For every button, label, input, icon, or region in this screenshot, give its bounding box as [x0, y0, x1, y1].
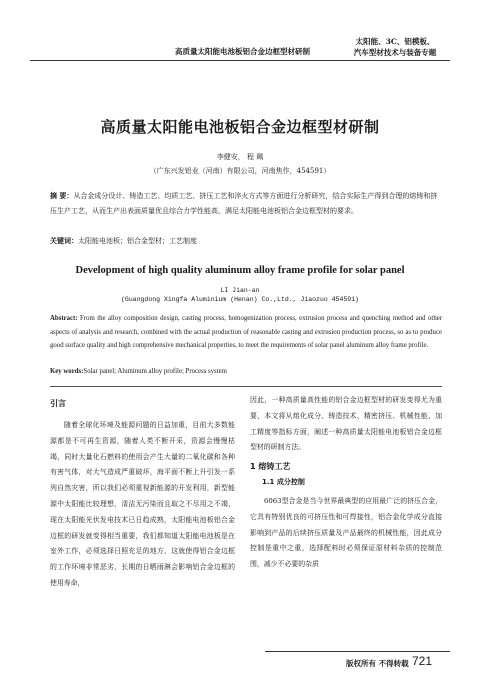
authors-cn: 李健安， 程 珮 — [216, 153, 264, 161]
keywords-en-label: Key words: — [50, 368, 84, 375]
section-1-1-heading: 1.1 成分控制 — [262, 478, 305, 486]
intro-column — [50, 418, 235, 592]
footer-rule — [265, 651, 450, 652]
affiliation-en: (Guangdong Xingfa Aluminium (Henan) Co.,Ltd., Jiaozuo 454591) — [121, 296, 359, 303]
section-1-heading: 1 熔铸工艺 — [250, 462, 291, 471]
paper-title-cn: 高质量太阳能电池板铝合金边框型材研制 — [100, 118, 380, 136]
section-1-1-paragraph: 6063型合金是当今世界最典型的应用最广泛的挤压合金，它具有特别优良的可挤压性和可焊接性，铝合金化学成分直接影响到产品的后续挤压质量及产品最终的机械性能，因此成分控制是重中之重，选择配料时必须保证原材料杂质的控制范围，减少不必要的杂质 — [250, 497, 442, 569]
author-en: LI Jian-an — [220, 287, 260, 294]
paper-title-en: Development of high quality aluminum alloy frame profile for solar panel — [75, 265, 405, 276]
header-topic-line-1: 太阳能、3C、铝模板、 — [355, 37, 435, 46]
header-topic-line-2: 汽车型材技术与装备专题 — [353, 48, 437, 57]
keywords-cn-label: 关键词： — [50, 237, 78, 245]
running-header-title: 高质量太阳能电池板铝合金边框型材研制 — [175, 47, 310, 56]
keywords-en-text: Solar panel; Aluminum alloy profile; Process system — [83, 368, 227, 375]
running-header-topic — [340, 36, 450, 58]
intro-paragraph: 随着全球化环境及能源问题的日益加重，目前大多数能源都是不可再生资源，随着人类不断开采，资源会慢慢枯竭，同时大量化石燃料的使用会产生大量的二氧化碳和各种有害气体，对大气造成严重破坏，海平面不断上升引发一系列自然灾害，所以我们必须重视新能源的开发利用，新型能源中太阳能比较理想，清洁无污染而且取之不尽用之不竭，现在太阳能光伏发电技术已日趋成熟，太阳能电池板铝合金边框的研发就变得相当重要，我们都知道太阳能电池板是在室外工作，必须选择日照充足的地方，这就使得铝合金边框的工作环境非常恶劣，长期的日晒雨淋会影响铝合金边框的使用寿命， — [50, 421, 235, 587]
abstract-divider — [50, 386, 442, 387]
keywords-cn — [50, 236, 440, 246]
header-rule — [30, 60, 450, 61]
abstract-en-text: From the alloy composition design, casting process, homogenization process, extrusion process and quenching method and other aspects of analysis and research, combined with the actual production of reasonable casting and extrusion production process, so as to produce good surface quality and high comprehensive mechanical properties, to meet the requirements of solar panel aluminum alloy frame profile. — [50, 315, 442, 349]
section-1-1-body — [250, 494, 442, 573]
abstract-en — [50, 312, 442, 353]
footer-copyright: 版权所有 不得转载 — [346, 659, 409, 668]
abstract-cn-label: 摘 要： — [50, 192, 74, 200]
right-column-top — [250, 393, 442, 456]
abstract-cn-text: 从合金成分设计、铸造工艺、均质工艺、挤压工艺和淬火方式等方面进行分析研究，结合实际生产得到合理的熔铸和挤压生产工艺，从而生产出表面质量优且综合力学性能高，满足太阳能电池板铝合金边框型材的要求。 — [50, 192, 438, 215]
keywords-en — [50, 368, 442, 375]
page-number: 721 — [412, 654, 433, 668]
keywords-cn-text: 太阳能电池板；铝合金型材；工艺制度 — [78, 237, 197, 245]
intro-heading: 引言 — [50, 399, 66, 408]
affiliation-cn: （广东兴发铝业（河南）有限公司，河南焦作，454591） — [149, 167, 331, 175]
abstract-cn — [50, 189, 440, 219]
intro-continuation-paragraph: 因此，一种高质量高性能的铝合金边框型材的研发变得尤为重要，本文将从熔化成分、铸造技术、精密挤压、机械性能、加工精度等指标方面，阐述一种高质量太阳能电池板铝合金边框型材的研制方法。 — [250, 396, 442, 452]
abstract-en-label: Abstract: — [50, 315, 78, 322]
